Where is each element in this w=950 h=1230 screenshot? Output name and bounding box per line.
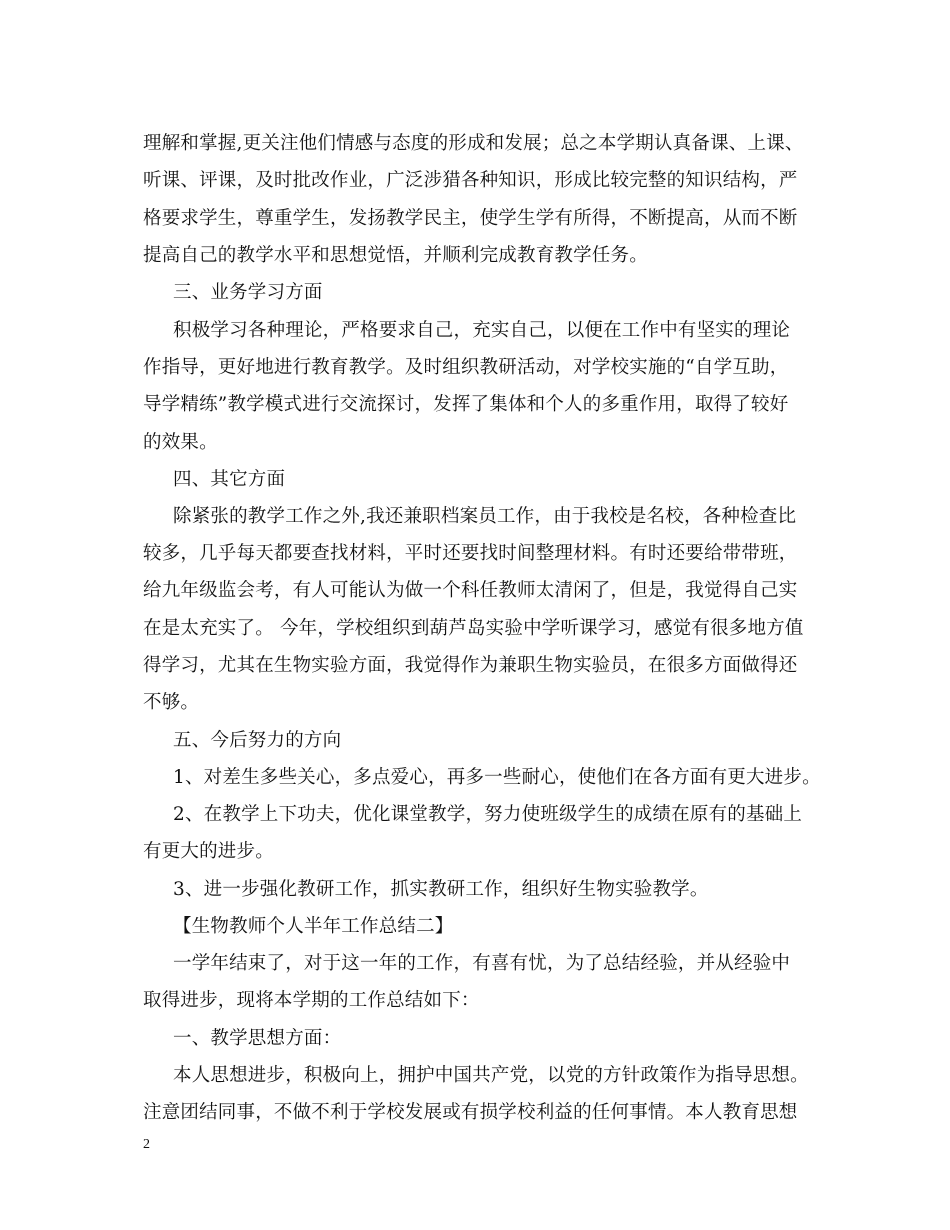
page-number: 2: [143, 1137, 150, 1152]
text-line: 3、进一步强化教研工作，抓实教研工作，组织好生物实验教学。: [173, 879, 709, 900]
text-line: 得学习，尤其在生物实验方面，我觉得作为兼职生物实验员，在很多方面做得还: [143, 655, 798, 676]
text-line: 听课、评课，及时批改作业，广泛涉猎各种知识，形成比较完整的知识结构，严: [143, 170, 798, 191]
text-line: 五、今后努力的方向: [173, 730, 342, 751]
text-line: 不够。: [143, 692, 200, 713]
text-line: 有更大的进步。: [143, 841, 274, 862]
text-line: 的效果。: [143, 432, 218, 453]
text-line: 积极学习各种理论，严格要求自己，充实自己，以便在工作中有坚实的理论: [173, 320, 791, 341]
text-line: 导学精练”教学模式进行交流探讨，发挥了集体和个人的多重作用，取得了较好: [143, 394, 789, 415]
text-line: 四、其它方面: [173, 469, 286, 490]
text-line: 较多，几乎每天都要查找材料，平时还要找时间整理材料。有时还要给带带班，: [143, 543, 798, 564]
text-line: 提高自己的教学水平和思想觉悟，并顺利完成教育教学任务。: [143, 245, 648, 266]
text-line: 一、教学思想方面：: [173, 1028, 342, 1049]
text-line: 1、对差生多些关心，多点爱心，再多一些耐心，使他们在各方面有更大进步。: [173, 767, 821, 788]
text-line: 给九年级监会考，有人可能认为做一个科任教师太清闲了，但是，我觉得自己实: [143, 580, 798, 601]
text-line: 三、业务学习方面: [173, 282, 323, 303]
text-line: 除紧张的教学工作之外,我还兼职档案员工作，由于我校是名校，各种检查比: [173, 506, 797, 527]
text-line: 格要求学生，尊重学生，发扬教学民主，使学生学有所得，不断提高，从而不断: [143, 208, 798, 229]
text-line: 作指导，更好地进行教育教学。及时组织教研活动，对学校实施的“自学互助，: [143, 357, 789, 378]
text-line: 在是太充实了。 今年，学校组织到葫芦岛实验中学听课学习，感觉有很多地方值: [143, 618, 804, 639]
text-line: 取得进步，现将本学期的工作总结如下：: [143, 990, 480, 1011]
text-line: 注意团结同事，不做不利于学校发展或有损学校利益的任何事情。本人教育思想: [143, 1102, 798, 1123]
text-line: 2、在教学上下功夫，优化课堂教学，努力使班级学生的成绩在原有的基础上: [173, 804, 803, 825]
text-line: 【生物教师个人半年工作总结二】: [173, 916, 454, 937]
text-line: 理解和掌握,更关注他们情感与态度的形成和发展；总之本学期认真备课、上课、: [143, 133, 804, 154]
text-line: 本人思想进步，积极向上，拥护中国共产党，以党的方针政策作为指导思想。: [173, 1065, 809, 1086]
text-line: 一学年结束了，对于这一年的工作，有喜有忧，为了总结经验，并从经验中: [173, 953, 791, 974]
